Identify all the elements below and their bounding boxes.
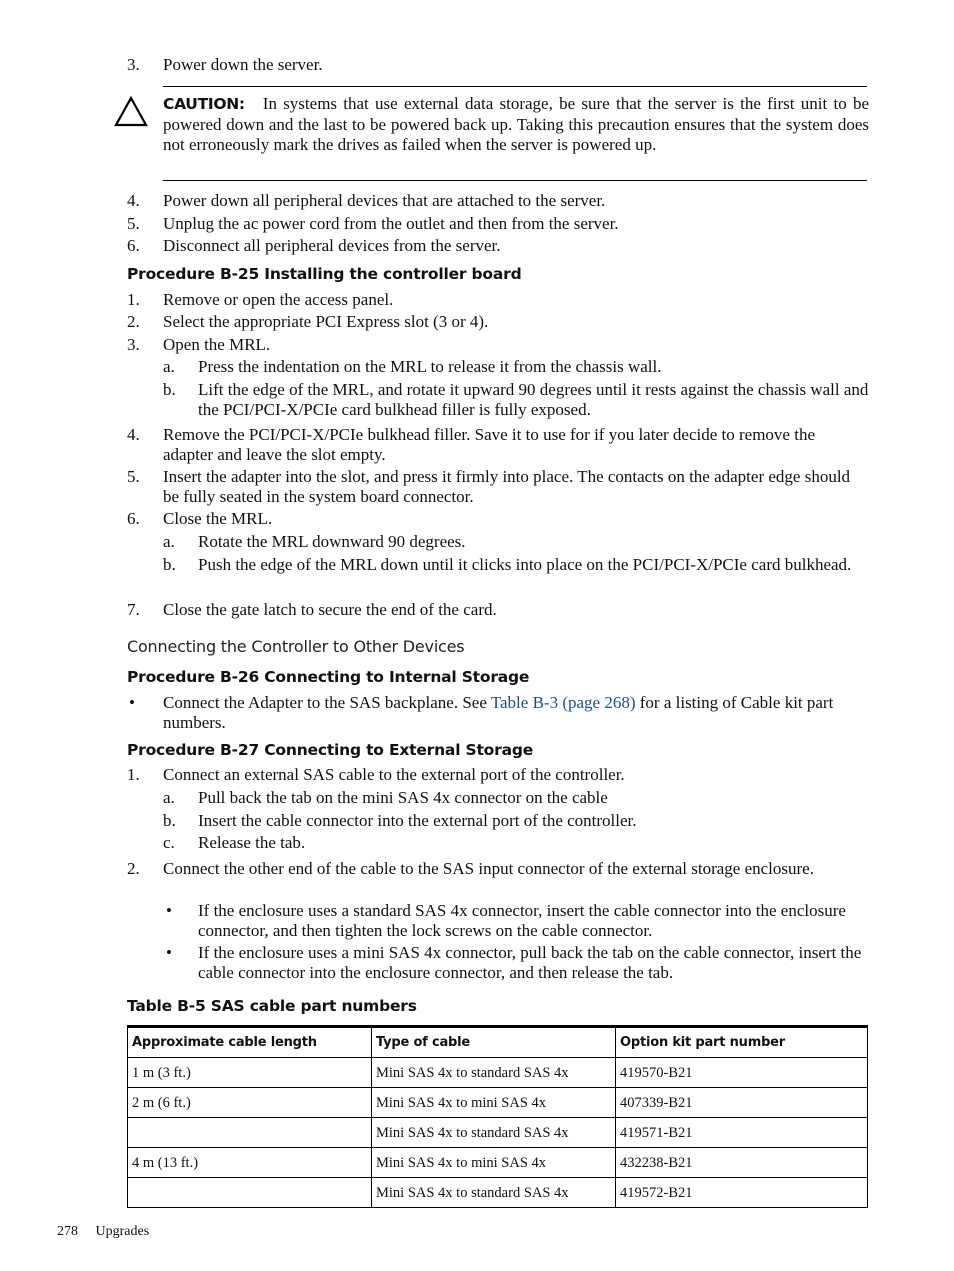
table-cell: Mini SAS 4x to standard SAS 4x <box>372 1178 616 1208</box>
substep-letter: b. <box>163 380 176 399</box>
caution-block <box>163 94 869 156</box>
step-text: Remove the PCI/PCI-X/PCIe bulkhead filler. Save it to use for if you later decide to remove the adapter and leave the slot empty. <box>163 425 815 464</box>
step-text: Close the gate latch to secure the end of the card. <box>163 600 497 619</box>
substep-text: Lift the edge of the MRL, and rotate it upward 90 degrees until it rests against the chassis wall and the PCI/PCI-X/PCIe card bulkhead filler is fully exposed. <box>198 380 869 419</box>
step-number: 2. <box>127 859 140 878</box>
sub-bullet: • <box>166 943 172 962</box>
procedure-title: Procedure B-27 Connecting to External Storage <box>127 741 534 759</box>
bullet-text-before: Connect the Adapter to the SAS backplane. See <box>163 693 491 712</box>
sas-cable-table <box>127 1025 868 1208</box>
bullet-text-after: for a listing of Cable kit part numbers. <box>163 693 834 732</box>
column-header: Type of cable <box>372 1027 616 1058</box>
procedure-title: Procedure B-26 Connecting to Internal Storage <box>127 668 530 686</box>
table-cell <box>128 1118 372 1148</box>
step-text: Disconnect all peripheral devices from the server. <box>163 236 501 255</box>
table-cell: 419571-B21 <box>616 1118 868 1148</box>
table-cell: 419572-B21 <box>616 1178 868 1208</box>
step-number: 3. <box>127 55 140 74</box>
substep-text: Pull back the tab on the mini SAS 4x connector on the cable <box>198 788 608 807</box>
column-header: Approximate cable length <box>128 1027 372 1058</box>
table-row <box>128 1058 868 1088</box>
step-number: 6. <box>127 236 140 255</box>
step-number: 4. <box>127 425 140 444</box>
substep-text: Insert the cable connector into the external port of the controller. <box>198 811 637 830</box>
substep-letter: a. <box>163 357 175 376</box>
substep-letter: b. <box>163 555 176 574</box>
substep-letter: a. <box>163 788 175 807</box>
substep-letter: c. <box>163 833 175 852</box>
caution-top-rule <box>163 86 867 87</box>
substep-letter: a. <box>163 532 175 551</box>
table-cell: 4 m (13 ft.) <box>128 1148 372 1178</box>
substep-letter: b. <box>163 811 176 830</box>
step-text: Remove or open the access panel. <box>163 290 394 309</box>
table-header-row <box>128 1027 868 1058</box>
sub-bullet-text: If the enclosure uses a mini SAS 4x connector, pull back the tab on the cable connector, insert the cable connector into the enclosure connector, and then release the tab. <box>198 943 862 982</box>
step-text: Connect an external SAS cable to the external port of the controller. <box>163 765 625 784</box>
step-text: Open the MRL. <box>163 335 271 354</box>
table-row <box>128 1178 868 1208</box>
sub-bullet: • <box>166 901 172 920</box>
step-number: 1. <box>127 765 140 784</box>
step-number: 5. <box>127 214 140 233</box>
step-number: 3. <box>127 335 140 354</box>
table-row <box>128 1148 868 1178</box>
step-number: 7. <box>127 600 140 619</box>
page-footer <box>57 1222 149 1242</box>
bullet-text <box>163 693 869 732</box>
substep-text: Push the edge of the MRL down until it clicks into place on the PCI/PCI-X/PCIe card bulkhead. <box>198 555 852 574</box>
step-text: Close the MRL. <box>163 509 273 528</box>
caution-text: In systems that use external data storage, be sure that the server is the first unit to be powered down and the last to be powered back up. Taking this precaution ensures that the system does not erroneously mark the drives as failed when the server is powered up. <box>163 94 869 155</box>
caution-label: CAUTION: <box>163 95 245 113</box>
substep-text: Release the tab. <box>198 833 306 852</box>
caution-warning-icon <box>114 96 148 128</box>
table-title: Table B-5 SAS cable part numbers <box>127 997 417 1015</box>
sub-bullet-text: If the enclosure uses a standard SAS 4x connector, insert the cable connector into the enclosure connector, and then tighten the lock screws on the cable connector. <box>198 901 846 940</box>
step-number: 4. <box>127 191 140 210</box>
table-cell: Mini SAS 4x to standard SAS 4x <box>372 1058 616 1088</box>
table-cell: 2 m (6 ft.) <box>128 1088 372 1118</box>
step-number: 2. <box>127 312 140 331</box>
table-cell: 432238-B21 <box>616 1148 868 1178</box>
substep-text: Rotate the MRL downward 90 degrees. <box>198 532 466 551</box>
table-cell: Mini SAS 4x to mini SAS 4x <box>372 1088 616 1118</box>
section-heading: Connecting the Controller to Other Devices <box>127 637 465 656</box>
table-cell: 419570-B21 <box>616 1058 868 1088</box>
step-number: 5. <box>127 467 140 486</box>
procedure-title: Procedure B-25 Installing the controller board <box>127 265 522 283</box>
step-text: Power down the server. <box>163 55 323 74</box>
bullet: • <box>129 693 135 712</box>
step-number: 6. <box>127 509 140 528</box>
step-text: Unplug the ac power cord from the outlet and then from the server. <box>163 214 619 233</box>
step-text: Select the appropriate PCI Express slot (3 or 4). <box>163 312 489 331</box>
table-row <box>128 1118 868 1148</box>
step-text: Power down all peripheral devices that are attached to the server. <box>163 191 606 210</box>
table-cell: 407339-B21 <box>616 1088 868 1118</box>
step-number: 1. <box>127 290 140 309</box>
footer-section: Upgrades <box>95 1224 150 1239</box>
table-row <box>128 1088 868 1118</box>
step-text: Connect the other end of the cable to the SAS input connector of the external storage enclosure. <box>163 859 814 878</box>
step-text: Insert the adapter into the slot, and press it firmly into place. The contacts on the adapter edge should be fully seated in the system board connector. <box>163 467 851 506</box>
table-cell: Mini SAS 4x to mini SAS 4x <box>372 1148 616 1178</box>
table-cell <box>128 1178 372 1208</box>
substep-text: Press the indentation on the MRL to release it from the chassis wall. <box>198 357 662 376</box>
table-cell: Mini SAS 4x to standard SAS 4x <box>372 1118 616 1148</box>
table-b3-link[interactable]: Table B-3 (page 268) <box>490 693 636 712</box>
table-cell: 1 m (3 ft.) <box>128 1058 372 1088</box>
caution-bottom-rule <box>163 180 867 181</box>
page-number: 278 <box>57 1224 78 1239</box>
column-header: Option kit part number <box>616 1027 868 1058</box>
